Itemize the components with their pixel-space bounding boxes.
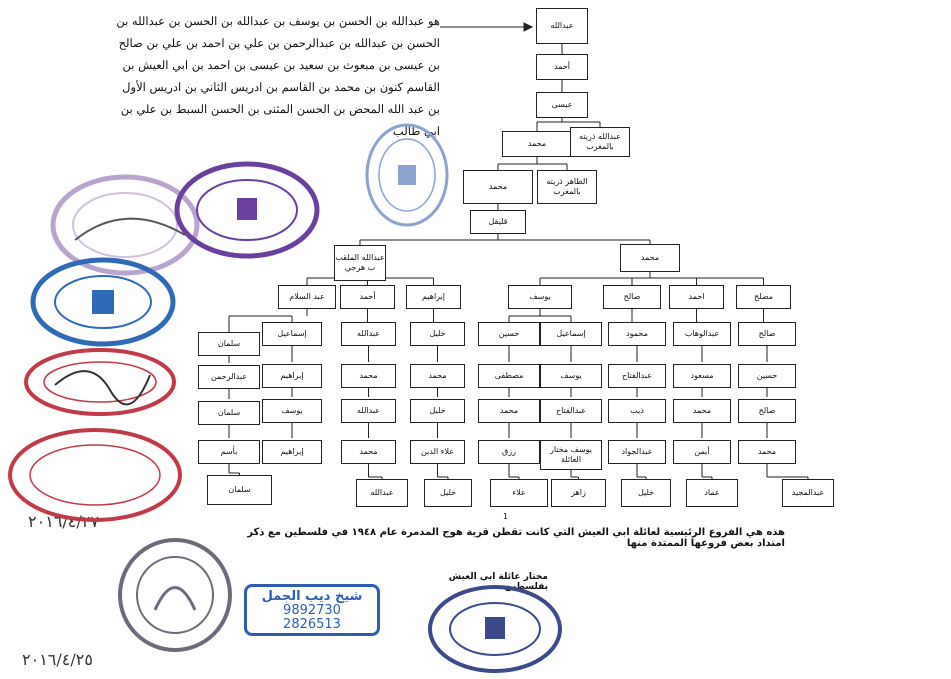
signer-title: مختار عائلة ابي العيش بفلسطين: [448, 572, 548, 592]
tree-node: مسعود: [673, 364, 731, 388]
tree-node: عبدالمجيد: [782, 479, 834, 507]
tree-node: احمد: [669, 285, 724, 309]
tree-node: سلمان: [207, 475, 272, 505]
sheikh-stamp: [244, 584, 380, 636]
tree-node: يوسف: [262, 399, 322, 423]
tree-node: محمد: [738, 440, 796, 464]
tree-node: عبدالله ذريته بالمغرب: [570, 127, 630, 157]
tree-node: إبراهيم: [262, 364, 322, 388]
tree-node: عبدالفتاح: [540, 399, 602, 423]
tree-node: محمد: [463, 170, 533, 204]
tree-node: سلمان: [198, 401, 260, 425]
handwritten-date-bottom: ٢٠١٦/٤/٢٥: [22, 650, 93, 669]
page-number: 1: [503, 512, 509, 521]
tree-node: عبدالوهاب: [673, 322, 731, 346]
tree-node: بأسم: [198, 440, 260, 464]
tree-node: صالح: [738, 322, 796, 346]
arrow-head: [524, 23, 532, 31]
tree-node: محمد: [478, 399, 540, 423]
tree-node: أحمد: [340, 285, 395, 309]
tree-node: عبدالرحمن: [198, 365, 260, 389]
tree-node: يوسف مختار العائلة: [540, 440, 602, 470]
tree-node: زاهر: [551, 479, 606, 507]
tree-node: صالح: [603, 285, 661, 309]
purple-seal: [172, 160, 322, 260]
tree-node: محمود: [608, 322, 666, 346]
tree-node: عبدالله: [356, 479, 408, 507]
tree-node: خليل: [424, 479, 472, 507]
tree-node: عبدالله الملقب ب هرجي: [334, 245, 386, 281]
tree-node: علاء: [490, 479, 548, 507]
sheikh-name: شيخ ديب الجمل: [261, 589, 363, 604]
tree-node: عماد: [686, 479, 738, 507]
sheikh-phone: 2826513: [283, 617, 341, 632]
tree-node: مصطفى: [478, 364, 540, 388]
tree-node: عبد السلام: [278, 285, 336, 309]
tree-node: محمد: [341, 364, 396, 388]
tree-node: محمد: [341, 440, 396, 464]
tree-node: يوسف: [540, 364, 602, 388]
blue-seal-faded: [362, 120, 452, 230]
lineage-paragraph: هو عبدالله بن الحسن بن يوسف بن عبدالله بن الحسن بن عبدالله بن الحسن بن عبدالله بن عبدالرحمن بن علي بن احمد بن علي بن صالح بن عيسى بن مبعوث بن سعيد بن عيسى بن احمد بن ابي العيش بن القاسم كنون بن محمد بن القاسم بن ادريس الثاني بن ادريس الأول بن عبد الله المحض بن الحسن المثنى بن الحسن السبط بن علي بن ابي طالب: [116, 14, 440, 138]
tree-node: خليل: [410, 322, 465, 346]
tree-node: محمد: [410, 364, 465, 388]
tree-node: عبدالله: [341, 399, 396, 423]
tree-node: خليل: [410, 399, 465, 423]
tree-node: سلمان: [198, 332, 260, 356]
tree-node: إسماعيل: [262, 322, 322, 346]
tree-node: محمد: [620, 244, 680, 272]
navy-seal: [425, 582, 565, 677]
tree-node: قليقل: [470, 210, 526, 234]
gray-round-seal: [115, 535, 235, 655]
tree-node: علاء الدين: [410, 440, 465, 464]
red-seal-small: [20, 345, 180, 420]
tree-node: حسين: [478, 322, 540, 346]
tree-node: عبدالفتاح: [608, 364, 666, 388]
tree-node: محمد: [673, 399, 731, 423]
tree-node: محمد: [502, 131, 572, 157]
tree-node: إبراهيم: [262, 440, 322, 464]
tree-node: مصلح: [736, 285, 791, 309]
handwritten-date-top: ٢٠١٦/٤/٢٧: [28, 512, 99, 531]
blue-seal: [28, 255, 178, 350]
tree-node: يوسف: [508, 285, 572, 309]
tree-node: إسماعيل: [540, 322, 602, 346]
tree-node: عبدالجواد: [608, 440, 666, 464]
tree-node: صالح: [738, 399, 796, 423]
sheikh-mobile: 9892730: [283, 603, 341, 618]
tree-node: رزق: [478, 440, 540, 464]
tree-node: الطاهر ذريته بالمغرب: [537, 170, 597, 204]
tree-node: أحمد: [536, 54, 588, 80]
tree-node: إبراهيم: [406, 285, 461, 309]
caption: هذه هي الفروع الرئيسية لعائلة ابي العيش التي كانت تقطن قرية هوج المدمرة عام ١٩٤٨ في فلسطين مع ذكر امتداد بعض فروعها الممتدة منها: [247, 527, 785, 549]
tree-node: عيسى: [536, 92, 588, 118]
tree-node: خليل: [621, 479, 671, 507]
red-seal-large: [5, 425, 185, 525]
tree-node: حسين: [738, 364, 796, 388]
tree-node: أيمن: [673, 440, 731, 464]
tree-node: عبدالله: [536, 8, 588, 44]
tree-node: عبدالله: [341, 322, 396, 346]
tree-node: ذيب: [608, 399, 666, 423]
